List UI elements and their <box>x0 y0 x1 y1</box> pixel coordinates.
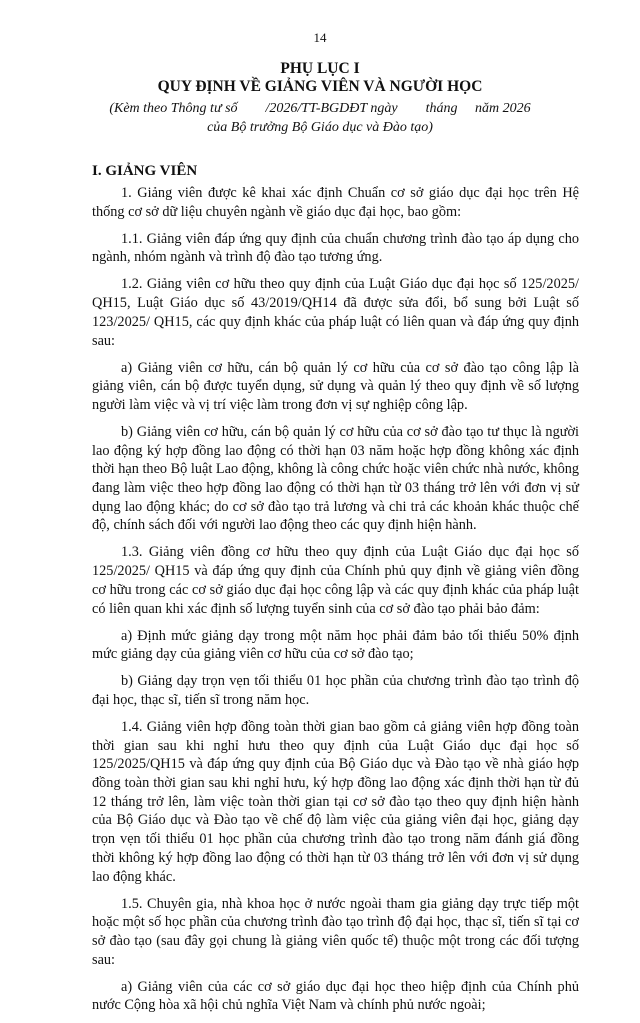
paragraph-1-2-a: a) Giảng viên cơ hữu, cán bộ quản lý cơ hữu của cơ sở đào tạo công lập là giảng viên, cán bộ được tuyển dụng, sử dụng và quản lý theo quy định về số lượng người làm việc và vị trí việc làm trong đơn vị sự nghiệp công lập. <box>92 359 579 413</box>
paragraph-1-3-a: a) Định mức giảng dạy trong một năm học phải đảm bảo tối thiểu 50% định mức giảng dạy của giảng viên cơ hữu của cơ sở đào tạo; <box>92 627 579 663</box>
paragraph-1-3-b: b) Giảng dạy trọn vẹn tối thiểu 01 học phần của chương trình đào tạo trình độ đại học, thạc sĩ, tiến sĩ trong năm học. <box>92 673 579 708</box>
paragraph-1-5-a: a) Giảng viên của các cơ sở giáo dục đại học theo hiệp định của Chính phủ nước Cộng hòa xã hội chủ nghĩa Việt Nam và chính phủ nước ngoài; <box>92 978 579 1014</box>
page-number: 14 <box>313 30 327 45</box>
paragraph-1: 1. Giảng viên được kê khai xác định Chuẩn cơ sở giáo dục đại học trên Hệ thống cơ sở dữ liệu chuyên ngành về giáo dục đại học, bao gồm: <box>92 185 579 220</box>
paragraph-1-2: 1.2. Giảng viên cơ hữu theo quy định của Luật Giáo dục đại học số 125/2025/ QH15, Luật Giáo dục số 43/2019/QH14 đã được sửa đổi, bổ sung bởi Luật số 123/2025/ QH15, các quy định khác của pháp luật có liên quan và đáp ứng quy định sau: <box>92 276 579 349</box>
circular-reference-line2: của Bộ trưởng Bộ Giáo dục và Đào tạo) <box>207 120 433 135</box>
paragraph-1-2-b: b) Giảng viên cơ hữu, cán bộ quản lý cơ hữu của cơ sở đào tạo tư thục là người lao động ký hợp đồng lao động có thời hạn 03 năm hoặc hợp đồng không xác định thời hạn theo Bộ luật Lao động, không là công chức hoặc viên chức nhà nước, không đang làm việc theo hợp đồng lao động có thời hạn từ 03 tháng trở lên với đơn vị sử dụng lao động khác; do cơ sở đào tạo trả lương và chi trả các khoản khác thuộc chế độ, chính sách đối với người lao động theo các quy định hiện hành. <box>92 423 580 534</box>
paragraph-1-4: 1.4. Giảng viên hợp đồng toàn thời gian bao gồm cả giảng viên hợp đồng toàn thời gian sau khi nghỉ hưu theo quy định của Luật Giáo dục đại học số 125/2025/QH15 và đáp ứng quy định của Bộ Giáo dục và Đào tạo về nhà giáo hợp đồng toàn thời gian sau khi nghỉ hưu, ký hợp đồng lao động xác định thời hạn từ đủ 12 tháng trở lên, làm việc toàn thời gian tại cơ sở đào tạo theo quy định hiện hành của Bộ Giáo dục và Đào tạo về chế độ làm việc của giảng viên đại học, giảng dạy trọn vẹn tối thiểu 01 học phần của chương trình đào tạo trong năm đánh giá đồng thời không ký hợp đồng lao động có thời hạn từ 03 tháng trở lên với đơn vị sử dụng lao động khác. <box>92 718 579 885</box>
section-heading: I. GIẢNG VIÊN <box>92 163 198 179</box>
appendix-title: PHỤ LỤC I <box>280 60 360 77</box>
circular-reference-line1: (Kèm theo Thông tư số /2026/TT-BGDĐT ngày tháng năm 2026 <box>109 101 531 116</box>
paragraph-1-5: 1.5. Chuyên gia, nhà khoa học ở nước ngoài tham gia giảng dạy trực tiếp một hoặc một số học phần của chương trình đào tạo trình độ đại học, thạc sĩ, tiến sĩ tại cơ sở đào tạo (sau đây gọi chung là giảng viên quốc tế) thuộc một trong các đối tượng sau: <box>92 895 579 968</box>
appendix-subject: QUY ĐỊNH VỀ GIẢNG VIÊN VÀ NGƯỜI HỌC <box>157 78 483 95</box>
paragraph-1-3: 1.3. Giảng viên đồng cơ hữu theo quy định của Luật Giáo dục đại học số 125/2025/ QH15 và đáp ứng quy định của Chính phủ quy định về giảng viên đồng cơ hữu trong các cơ sở giáo dục đại học công lập và các quy định khác của pháp luật có liên quan khi xác định số lượng tuyển sinh của cơ sở đào tạo phải bảo đảm: <box>92 544 579 617</box>
document-body <box>92 184 579 1023</box>
paragraph-1-1: 1.1. Giảng viên đáp ứng quy định của chuẩn chương trình đào tạo áp dụng cho ngành, nhóm ngành và trình độ đào tạo tương ứng. <box>92 230 579 266</box>
